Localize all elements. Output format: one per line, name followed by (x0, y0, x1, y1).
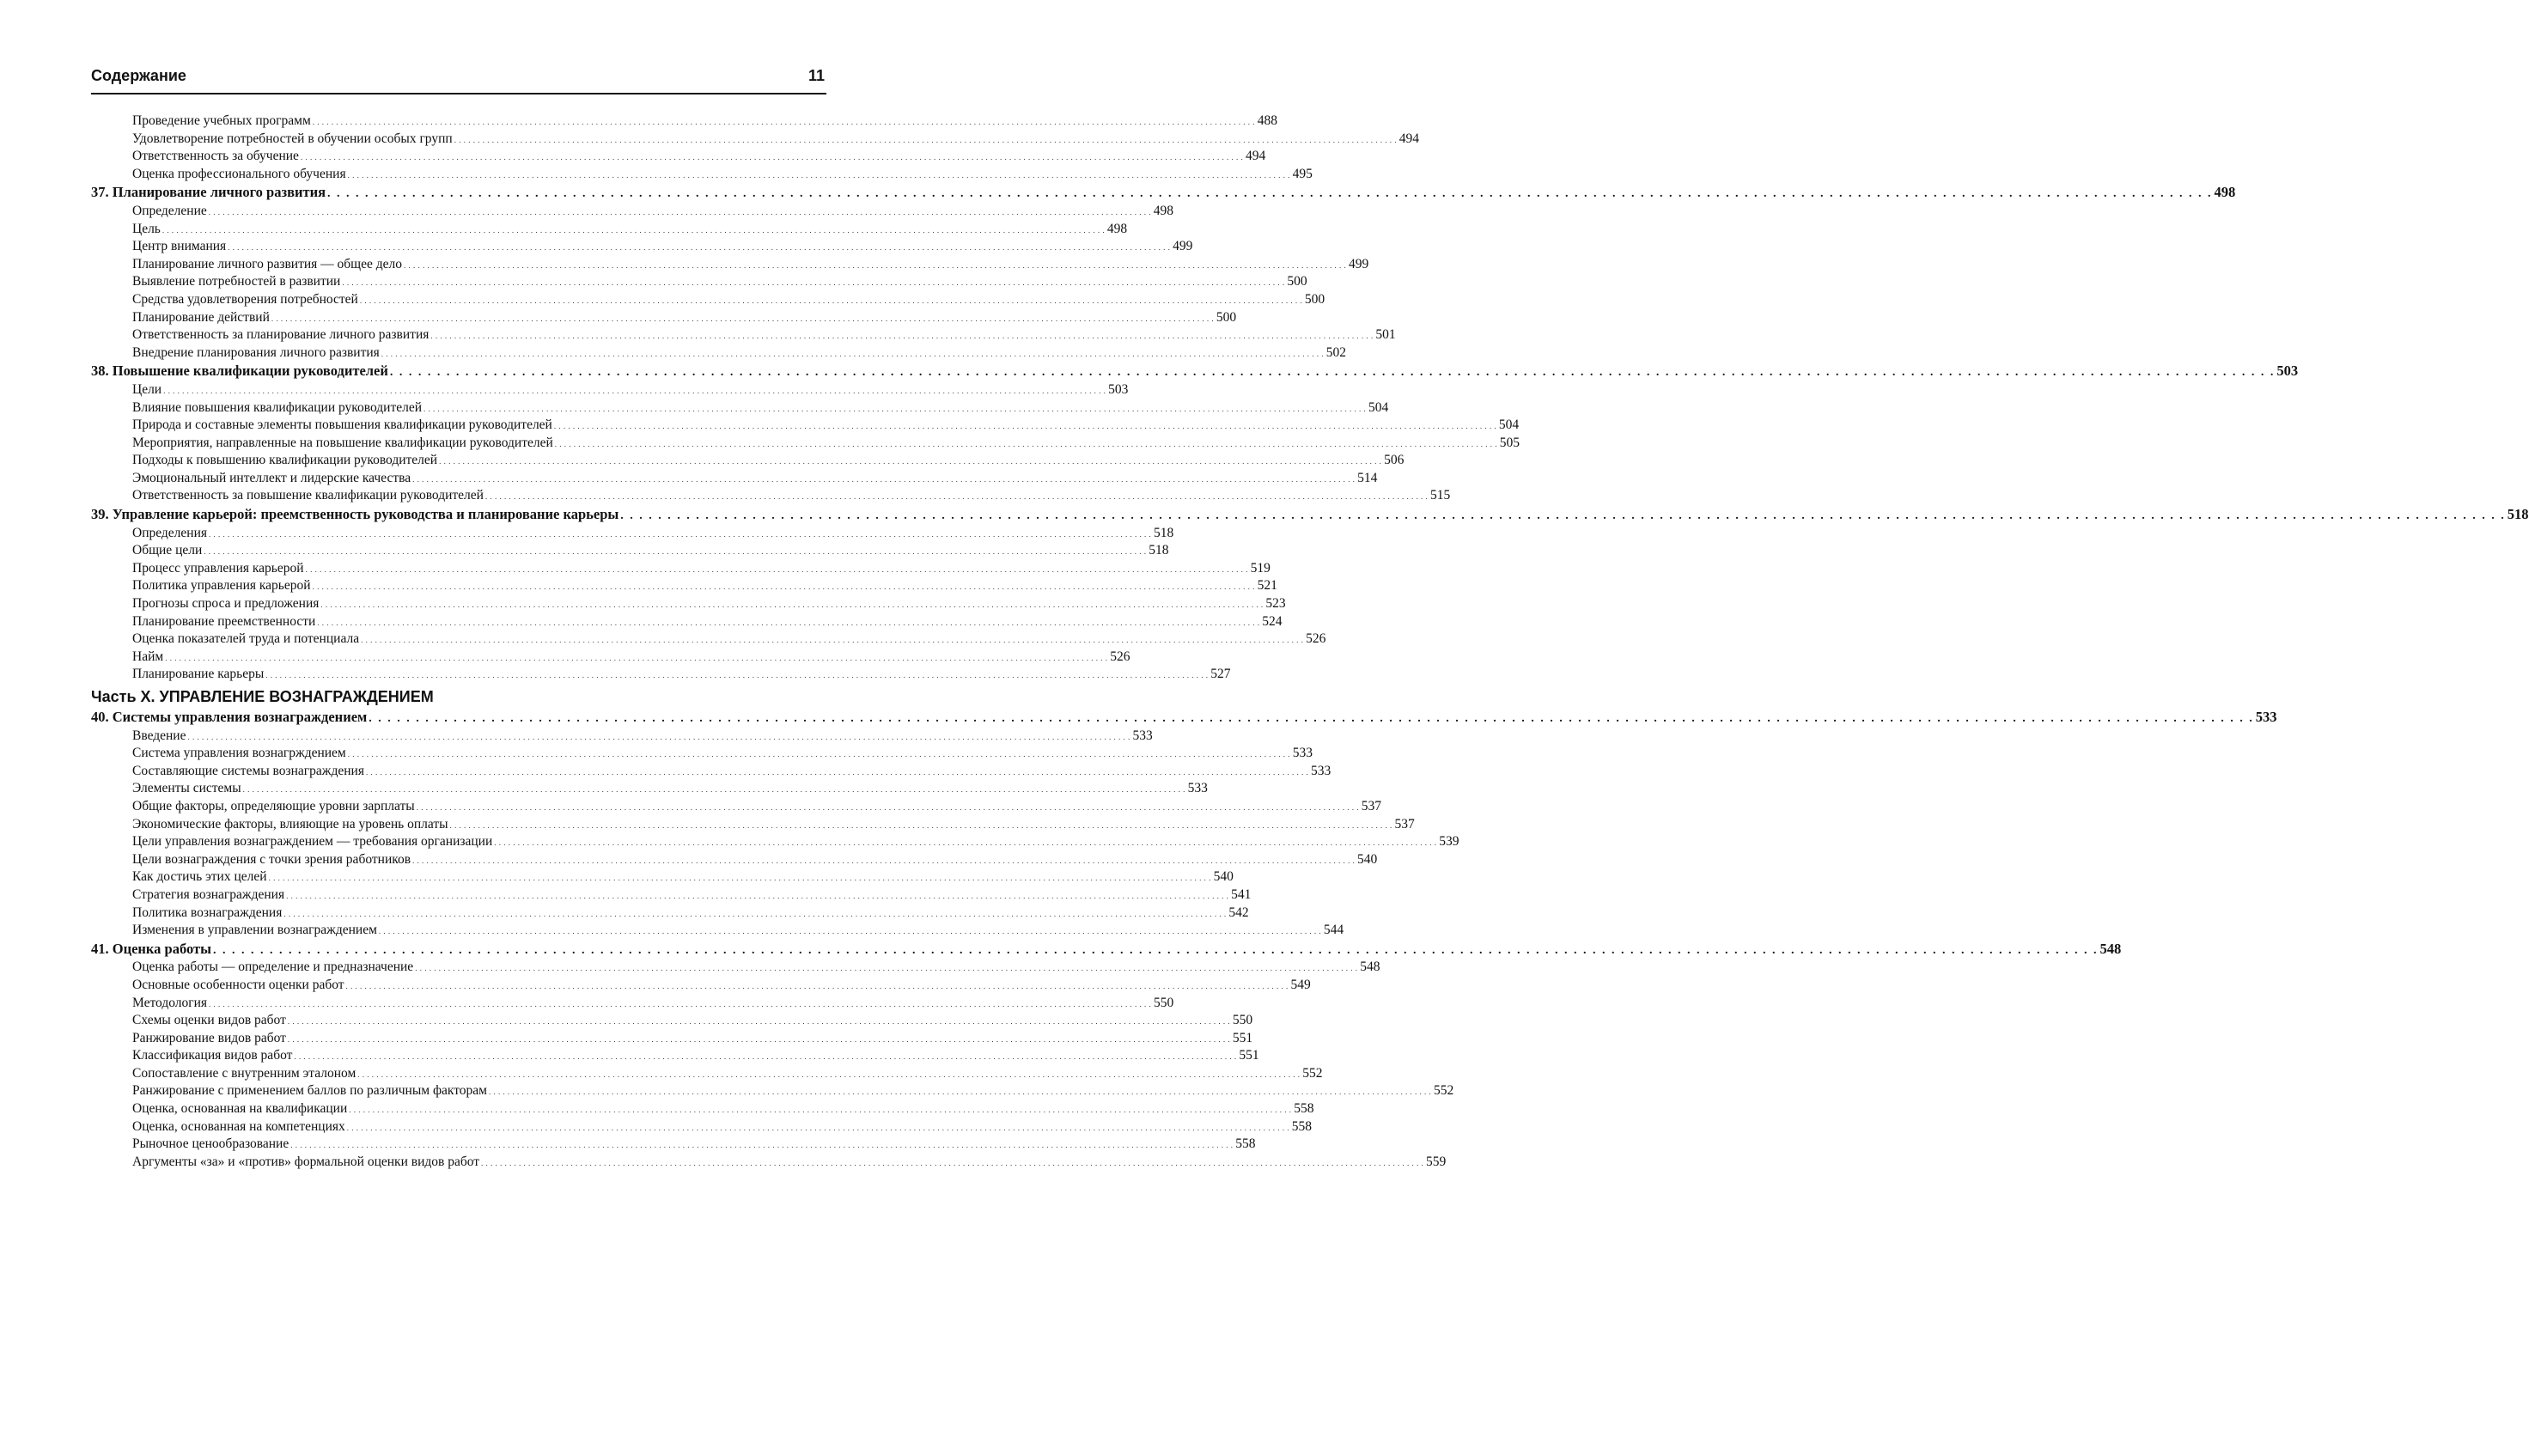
page-number: 524 (1262, 613, 1283, 629)
entry-title: Определения (132, 525, 208, 540)
entry-title: Подходы к повышению квалификации руководителей (132, 453, 438, 468)
toc-entry-row (91, 728, 1153, 746)
toc-entry-row (91, 780, 1208, 798)
dot-leader: . . . . . . . . . . . . . . . . . . . . . . . . . . . . . . . . . . . . . . . . . . . . . . . . . . . . . . . . . . . . . . . . . . . . . . . . . . . . . . . . . . . . . . . . . . . . . . . . . . . . . . . . . . . . . . . . . . . . . . . . . . . . . . . . . . . . . . . . . . . . . . . . . . . . . . . . . . . . . . . . . . . . . . . . . . . . . . . . . . . . . . . . . . . . . . . . . . . . . . . . (449, 820, 1392, 830)
toc-entry-row (91, 326, 1396, 344)
toc-entry-row (91, 470, 1378, 488)
running-header (91, 67, 826, 94)
dot-leader: . . . . . . . . . . . . . . . . . . . . . . . . . . . . . . . . . . . . . . . . . . . . . . . . . . . . . . . . . . . . . . . . . . . . . . . . . . . . . . . . . . . . . . . . . . . . . . . . . . . . . . . . . . . . . . . . . . . . . . . . . . . . . . . . . . . . . . . . . . . . . . . . . . . . . . . . . . . . . . . . . . . . . . . . . . . . . . . . . . . . . . . . . . . . . . . . . . . . . . . . (286, 891, 1229, 900)
page-number: 518 (1149, 543, 1169, 558)
page-number: 533 (1187, 781, 1208, 796)
page-number: 550 (1232, 1013, 1253, 1028)
dot-leader: . . . . . . . . . . . . . . . . . . . . . . . . . . . . . . . . . . . . . . . . . . . . . . . . . . . . . . . . . . . . . . . . . . . . . . . . . . . . . . . . . . . . . . . . . . . . . . . . . . . . . . . . . . . . . . . . . . . . . . . . . . . . . . . . . . . . . . . . . . . . . . . . . . . . . . . . . . . . . . . . . . . . . . . . . . . . . . . . . . . . . . . . . . . . . . . . . . . . . . . . (381, 349, 1325, 358)
page-number: 541 (1231, 886, 1252, 902)
toc-entry-row (91, 613, 1283, 631)
page-number: 527 (1210, 667, 1231, 682)
page-number: 544 (1323, 923, 1344, 938)
toc-entry-row (91, 256, 1369, 274)
toc-entry-row (91, 344, 1347, 362)
entry-title: Политика вознаграждения (132, 905, 283, 920)
dot-leader: . . . . . . . . . . . . . . . . . . . . . . . . . . . . . . . . . . . . . . . . . . . . . . . . . . . . . . . . . . . . . . . . . . . . . . . . . . . . . . . . . . . . . . . . . . . . . . . . . . . . . . . . . . . . . . . . . . . . . . . . . . . . . . . . . . . . . . . . . . . . . . . . . . . . . . . . . . . . . . . . . . . . . . . . . . . . . . . . . . . . . . . . . . . . . . . . . . . . . . . . (488, 1087, 1432, 1097)
page-number: 504 (1368, 399, 1389, 415)
dot-leader: . . . . . . . . . . . . . . . . . . . . . . . . . . . . . . . . . . . . . . . . . . . . . . . . . . . . . . . . . . . . . . . . . . . . . . . . . . . . . . . . . . . . . . . . . . . . . . . . . . . . . . . . . . . . . . . . . . . . . . . . . . . . . . . . . . . . . . . . . . . . . . . . . . . . . . . . . . . . . . . . . . . . . . . . . . . . . . . . . . . . . . . . . . . . . . . . . . . . . . . . (209, 999, 1152, 1008)
table-of-contents (91, 113, 2529, 1171)
toc-entry-row (91, 203, 1174, 221)
page-number: 494 (1245, 149, 1266, 164)
toc-entry-row (91, 868, 1234, 886)
entry-title: Найм (132, 649, 164, 664)
entry-title: Эмоциональный интеллект и лидерские качества (132, 470, 411, 485)
toc-chapter-row (91, 362, 2299, 381)
entry-title: Цель (132, 221, 161, 236)
page-number: 515 (1429, 488, 1451, 503)
toc-entry-row (91, 833, 1460, 851)
page-number: 505 (1499, 435, 1520, 450)
toc-entry-row (91, 763, 1332, 781)
page-number: 558 (1294, 1101, 1314, 1117)
entry-title: Природа и составные элементы повышения квалификации руководителей (132, 417, 552, 433)
toc-entry-row (91, 905, 1249, 923)
header-title: Содержание (91, 67, 186, 84)
page-number: 501 (1375, 327, 1396, 343)
entry-title: Ответственность за планирование личного развития (132, 327, 430, 343)
page-number: 542 (1228, 905, 1249, 920)
dot-leader: . . . . . . . . . . . . . . . . . . . . . . . . . . . . . . . . . . . . . . . . . . . . . . . . . . . . . . . . . . . . . . . . . . . . . . . . . . . . . . . . . . . . . . . . . . . . . . . . . . . . . . . . . . . . . . . . . . . . . . . . . . . . . . . . . . . . . . . . . . . . . . . . . . . . . . . . . . . . . . . . . . . . . . . . . . . . . . . . . . . . . . . . . . . . . . . . . . . . . . . . (554, 439, 1498, 448)
entry-title: Экономические факторы, влияющие на уровень оплаты (132, 816, 448, 832)
page-number: 506 (1384, 453, 1405, 468)
toc-entry-row (91, 399, 1389, 417)
entry-title: Элементы системы (132, 781, 241, 796)
dot-leader: . . . . . . . . . . . . . . . . . . . . . . . . . . . . . . . . . . . . . . . . . . . . . . . . . . . . . . . . . . . . . . . . . . . . . . . . . . . . . . . . . . . . . . . . . . . . . . . . . . . . . . . . . . . . . . . . . . . . . . . . . . . . . . . . . . . . . . . . . . . . . . . . . . . . . . . . . . . . . . . . . . . . . . . . . . . . . . . . . . . . . . . . . . . . . . . . . . . . . . . . (161, 225, 1106, 235)
entry-title: Прогнозы спроса и предложения (132, 596, 320, 612)
dot-leader: . . . . . . . . . . . . . . . . . . . . . . . . . . . . . . . . . . . . . . . . . . . . . . . . . . . . . . . . . . . . . . . . . . . . . . . . . . . . . . . . . . . . . . . . . . . . . . . . . . . . . . . . . . . . . . . . . . . . . . . . . . . . . . . . . . . . . . . . . . . . . . . . . . . . . . . . . . . . . . . . . . . . . . . . . . . . . . . . . . . . . . . . . . . . . . . . . . . . . . . . (300, 153, 1244, 162)
dot-leader: . . . . . . . . . . . . . . . . . . . . . . . . . . . . . . . . . . . . . . . . . . . . . . . . . . . . . . . . . . . . . . . . . . . . . . . . . . . . . . . . . . . . . . . . . . . . . . . . . . . . . . . . . . . . . . . . . . . . . . . . . . . . . . . . . . . . . . . . . . . . . . . . . . . . . . . . . . . . . . . . . . . . . . . . . . . . . . . . . . . . . . . . . . . . . . . . . . . . . . . . (265, 671, 1209, 680)
dot-leader: . . . . . . . . . . . . . . . . . . . . . . . . . . . . . . . . . . . . . . . . . . . . . . . . . . . . . . . . . . . . . . . . . . . . . . . . . . . . . . . . . . . . . . . . . . . . . . . . . . . . . . . . . . . . . . . . . . . . . . . . . . . . . . . . . . . . . . . . . . . . . . . . . . . . . . . . . . . . . . . . . . . . . . . . . . . . . . . . . . . . . . . . . . . . . . . . . . . . . . . . (403, 260, 1347, 270)
entry-title: Ранжирование видов работ (132, 1030, 286, 1045)
entry-title: Процесс управления карьерой (132, 560, 304, 576)
toc-entry-row (91, 1136, 1256, 1154)
dot-leader: . . . . . . . . . . . . . . . . . . . . . . . . . . . . . . . . . . . . . . . . . . . . . . . . . . . . . . . . . . . . . . . . . . . . . . . . . . . . . . . . . . . . . . . . . . . . . . . . . . . . . . . . . . . . . . . . . . . . . . . . . . . . . . . . . . . . . . . . . . . . . . . . . . . . . . . . . . . . . . . . . . . . . . . . . . . . . . . . . . . . . . . . . . . . . . . . . . . . . . . . (346, 1123, 1290, 1132)
dot-leader: . . . . . . . . . . . . . . . . . . . . . . . . . . . . . . . . . . . . . . . . . . . . . . . . . . . . . . . . . . . . . . . . . . . . . . . . . . . . . . . . . . . . . . . . . . . . . . . . . . . . . . . . . . . . . . . . . . . . . . . . . . . . . . . . . . . . . . . . . . . . . . . . . . . . . . . . . . . . . . . . . . . . . . . . . . . . . . . . . . . . . . . . . . . . . . . . . . . . . . . . (454, 135, 1397, 144)
toc-entry-row (91, 221, 1128, 239)
toc-entry-row (91, 560, 1271, 578)
dot-leader: . . . . . . . . . . . . . . . . . . . . . . . . . . . . . . . . . . . . . . . . . . . . . . . . . . . . . . . . . . . . . . . . . . . . . . . . . . . . . . . . . . . . . . . . . . . . . . . . . . . . . . . . . . . . . . . . . . . . . . . . . . . . . . . . . . . . . . . . . . . . . . . . . . . . . . . . . . . . . . . . . . . . . . . . . . . . . . . . . . . . . . . . . . . . . . . . . . . . . . . . (378, 927, 1322, 936)
page-number: 498 (2214, 184, 2236, 201)
entry-title: Основные особенности оценки работ (132, 977, 344, 992)
dot-leader: . . . . . . . . . . . . . . . . . . . . . . . . . . . . . . . . . . . . . . . . . . . . . . . . . . . . . . . . . . . . . . . . . . . . . . . . . . . . . . . . . . . . . . . . . . . . . . . . . . . . . . . . . . . . . . . . . . . . . . . . . . . . . . . . . . . . . . . . . . . . . . . . . . . . . . . . . . . . . . . . . . . . . . . . . . . . . . . . . . . . . . . . . . . . . . . . . . . . . . . . (415, 964, 1358, 973)
page-number: 499 (1173, 239, 1193, 254)
toc-entry-row (91, 542, 1169, 560)
toc-entry-row (91, 417, 1520, 435)
page-number: 552 (1302, 1065, 1323, 1081)
toc-entry-row (91, 1100, 1314, 1118)
page-number: 526 (1306, 631, 1326, 647)
page-number: 498 (1153, 203, 1174, 218)
toc-entry-row (91, 1065, 1323, 1083)
dot-leader: . . . . . . . . . . . . . . . . . . . . . . . . . . . . . . . . . . . . . . . . . . . . . . . . . . . . . . . . . . . . . . . . . . . . . . . . . . . . . . . . . . . . . . . . . . . . . . . . . . . . . . . . . . . . . . . . . . . . . . . . . . . . . . . . . . . . . . . . . . . . . . . . . . . . . . . . . . . . . . . . . . . . . . . . . . . . . . . . . . . . . . . . . . . . . . . . . . . . . . . . (287, 1034, 1231, 1044)
dot-leader: . . . . . . . . . . . . . . . . . . . . . . . . . . . . . . . . . . . . . . . . . . . . . . . . . . . . . . . . . . . . . . . . . . . . . . . . . . . . . . . . . . . . . . . . . . . . . . . . . . . . . . . . . . . . . . . . . . . . . . . . . . . . . . . . . . . . . . . . . . . . . . . . . . . . . . . . . . . . . . . . . . . . . . . . . . . . . . . . . . . . . . . . . . . . . . . . . . . . . . . . (305, 564, 1248, 574)
page-number: 551 (1239, 1048, 1259, 1063)
toc-chapter-row (91, 708, 2277, 728)
entry-title: Изменения в управлении вознаграждением (132, 923, 377, 938)
page-number: 503 (1108, 381, 1129, 397)
toc-entry-row (91, 577, 1277, 595)
dot-leader: . . . . . . . . . . . . . . . . . . . . . . . . . . . . . . . . . . . . . . . . . . . . . . . . . . . . . . . . . . . . . . . . . . . . . . . . . . . . . . . . . . . . . . . . . . . . . . . . . . . . . . . . . . . . . . . . . . . . . . . . . . . . . . . . . . . . . . . . . . . . . . . . . . . . . . . . . . . . . . . . . . . . . . . . . . . . . . . . . . . . . . . . . . . . . . . . . . . . . . . . (424, 404, 1367, 413)
page-number: 558 (1235, 1136, 1256, 1152)
entry-title: Введение (132, 728, 186, 743)
dot-leader: . . . . . . . . . . . . . . . . . . . . . . . . . . . . . . . . . . . . . . . . . . . . . . . . . . . . . . . . . . . . . . . . . . . . . . . . . . . . . . . . . . . . . . . . . . . . . . . . . . . . . . . . . . . . . . . . . . . . . . . . . . . . . . . . . . . . . . . . . . . . . . . . . . . . . . . . . . . . . . . . . . . . . . . . . . . . . . . . . . . . . . . . . . . . . . . . . . . . . . . . (327, 187, 2213, 201)
page-number: 533 (2255, 709, 2277, 725)
chapter-title: 40. Системы управления вознаграждением (91, 709, 368, 725)
dot-leader: . . . . . . . . . . . . . . . . . . . . . . . . . . . . . . . . . . . . . . . . . . . . . . . . . . . . . . . . . . . . . . . . . . . . . . . . . . . . . . . . . . . . . . . . . . . . . . . . . . . . . . . . . . . . . . . . . . . . . . . . . . . . . . . . . . . . . . . . . . . . . . . . . . . . . . . . . . . . . . . . . . . . . . . . . . . . . . . . . . . . . . . . . . . . . . . . . . . . . . . . (204, 547, 1147, 557)
page-number: 537 (1394, 816, 1415, 832)
part-heading: Часть X. УПРАВЛЕНИЕ ВОЗНАГРАЖДЕНИЕМ (91, 688, 434, 705)
page-number: 499 (1348, 256, 1369, 271)
page-number: 523 (1265, 596, 1286, 612)
entry-title: Оценка, основанная на компетенциях (132, 1118, 345, 1134)
page-number: 552 (1433, 1083, 1454, 1099)
dot-leader: . . . . . . . . . . . . . . . . . . . . . . . . . . . . . . . . . . . . . . . . . . . . . . . . . . . . . . . . . . . . . . . . . . . . . . . . . . . . . . . . . . . . . . . . . . . . . . . . . . . . . . . . . . . . . . . . . . . . . . . . . . . . . . . . . . . . . . . . . . . . . . . . . . . . . . . . . . . . . . . . . . . . . . . . . . . . . . . . . . . . . . . . . . . . . . . . . . . . . . . . (361, 636, 1304, 645)
toc-entry-row (91, 851, 1378, 869)
dot-leader: . . . . . . . . . . . . . . . . . . . . . . . . . . . . . . . . . . . . . . . . . . . . . . . . . . . . . . . . . . . . . . . . . . . . . . . . . . . . . . . . . . . . . . . . . . . . . . . . . . . . . . . . . . . . . . . . . . . . . . . . . . . . . . . . . . . . . . . . . . . . . . . . . . . . . . . . . . . . . . . . . . . . . . . . . . . . . . . . . . . . . . . . . . . . . . . . . . . . . . . . (320, 600, 1264, 610)
page-number: 537 (1361, 798, 1381, 813)
entry-title: Оценка показателей труда и потенциала (132, 631, 360, 647)
entry-title: Оценка работы — определение и предназначение (132, 959, 414, 975)
entry-title: Методология (132, 995, 208, 1010)
dot-leader: . . . . . . . . . . . . . . . . . . . . . . . . . . . . . . . . . . . . . . . . . . . . . . . . . . . . . . . . . . . . . . . . . . . . . . . . . . . . . . . . . . . . . . . . . . . . . . . . . . . . . . . . . . . . . . . . . . . . . . . . . . . . . . . . . . . . . . . . . . . . . . . . . . . . . . . . . . . . . . . . . . . . . . . . . . . . . . . . . . . . . . . . . . . . . . . . . . . . . . . . (163, 386, 1106, 395)
entry-title: Сопоставление с внутренним эталоном (132, 1065, 356, 1081)
dot-leader: . . . . . . . . . . . . . . . . . . . . . . . . . . . . . . . . . . . . . . . . . . . . . . . . . . . . . . . . . . . . . . . . . . . . . . . . . . . . . . . . . . . . . . . . . . . . . . . . . . . . . . . . . . . . . . . . . . . . . . . . . . . . . . . . . . . . . . . . . . . . . . . . . . . . . . . . . . . . . . . . . . . . . . . . . . . . . . . . . . . . . . . . . . . . . . . . . . . . . . . . (366, 767, 1309, 777)
dot-leader: . . . . . . . . . . . . . . . . . . . . . . . . . . . . . . . . . . . . . . . . . . . . . . . . . . . . . . . . . . . . . . . . . . . . . . . . . . . . . . . . . . . . . . . . . . . . . . . . . . . . . . . . . . . . . . . . . . . . . . . . . . . . . . . . . . . . . . . . . . . . . . . . . . . . . . . . . . . . . . . . . . . . . . . . . . . . . . . . . . . . . . . . . . . . . . . . . . . . . . . . (357, 1069, 1301, 1079)
toc-entry-row (91, 816, 1415, 834)
toc-chapter-row (91, 183, 2236, 203)
dot-leader: . . . . . . . . . . . . . . . . . . . . . . . . . . . . . . . . . . . . . . . . . . . . . . . . . . . . . . . . . . . . . . . . . . . . . . . . . . . . . . . . . . . . . . . . . . . . . . . . . . . . . . . . . . . . . . . . . . . . . . . . . . . . . . . . . . . . . . . . . . . . . . . . . . . . . . . . . . . . . . . . . . . . . . . . . . . . . . . . . . . . . . . . . . . . . . . . . . . . . . . . (345, 981, 1289, 990)
page-number: 526 (1110, 649, 1130, 664)
dot-leader: . . . . . . . . . . . . . . . . . . . . . . . . . . . . . . . . . . . . . . . . . . . . . . . . . . . . . . . . . . . . . . . . . . . . . . . . . . . . . . . . . . . . . . . . . . . . . . . . . . . . . . . . . . . . . . . . . . . . . . . . . . . . . . . . . . . . . . . . . . . . . . . . . . . . . . . . . . . . . . . . . . . . . . . . . . . . . . . . . . . . . . . . . . . . . . . . . . . . . . . . (359, 295, 1303, 305)
page-number: 548 (1360, 959, 1380, 975)
toc-entry-row (91, 595, 1286, 613)
page-number: 503 (2276, 362, 2299, 380)
toc-entry-row (91, 886, 1252, 905)
entry-title: Оценка, основанная на квалификации (132, 1101, 348, 1117)
entry-title: Ответственность за повышение квалификации руководителей (132, 488, 484, 503)
entry-title: Цели управления вознаграждением — требования организации (132, 834, 493, 850)
dot-leader: . . . . . . . . . . . . . . . . . . . . . . . . . . . . . . . . . . . . . . . . . . . . . . . . . . . . . . . . . . . . . . . . . . . . . . . . . . . . . . . . . . . . . . . . . . . . . . . . . . . . . . . . . . . . . . . . . . . . . . . . . . . . . . . . . . . . . . . . . . . . . . . . . . . . . . . . . . . . . . . . . . . . . . . . . . . . . . . . . . . . . . . . . . . . . . . . . . . . . . . . (620, 509, 2506, 523)
dot-leader: . . . . . . . . . . . . . . . . . . . . . . . . . . . . . . . . . . . . . . . . . . . . . . . . . . . . . . . . . . . . . . . . . . . . . . . . . . . . . . . . . . . . . . . . . . . . . . . . . . . . . . . . . . . . . . . . . . . . . . . . . . . . . . . . . . . . . . . . . . . . . . . . . . . . . . . . . . . . . . . . . . . . . . . . . . . . . . . . . . . . . . . . . . . . . . . . . . . . . . . . (439, 457, 1382, 466)
dot-leader: . . . . . . . . . . . . . . . . . . . . . . . . . . . . . . . . . . . . . . . . . . . . . . . . . . . . . . . . . . . . . . . . . . . . . . . . . . . . . . . . . . . . . . . . . . . . . . . . . . . . . . . . . . . . . . . . . . . . . . . . . . . . . . . . . . . . . . . . . . . . . . . . . . . . . . . . . . . . . . . . . . . . . . . . . . . . . . . . . . . . . . . . . . . . . . . . . . . . . . . . (494, 838, 1437, 848)
dot-leader: . . . . . . . . . . . . . . . . . . . . . . . . . . . . . . . . . . . . . . . . . . . . . . . . . . . . . . . . . . . . . . . . . . . . . . . . . . . . . . . . . . . . . . . . . . . . . . . . . . . . . . . . . . . . . . . . . . . . . . . . . . . . . . . . . . . . . . . . . . . . . . . . . . . . . . . . . . . . . . . . . . . . . . . . . . . . . . . . . . . . . . . . . . . . . . . . . . . . . . . . (290, 1141, 1234, 1150)
page-number: 549 (1290, 977, 1311, 992)
page-number: 539 (1439, 834, 1460, 850)
dot-leader: . . . . . . . . . . . . . . . . . . . . . . . . . . . . . . . . . . . . . . . . . . . . . . . . . . . . . . . . . . . . . . . . . . . . . . . . . . . . . . . . . . . . . . . . . . . . . . . . . . . . . . . . . . . . . . . . . . . . . . . . . . . . . . . . . . . . . . . . . . . . . . . . . . . . . . . . . . . . . . . . . . . . . . . . . . . . . . . . . . . . . . . . . . . . . . . . . . . . . . . . (187, 732, 1130, 741)
toc-entry-row (91, 666, 1231, 684)
dot-leader: . . . . . . . . . . . . . . . . . . . . . . . . . . . . . . . . . . . . . . . . . . . . . . . . . . . . . . . . . . . . . . . . . . . . . . . . . . . . . . . . . . . . . . . . . . . . . . . . . . . . . . . . . . . . . . . . . . . . . . . . . . . . . . . . . . . . . . . . . . . . . . . . . . . . . . . . . . . . . . . . . . . . . . . . . . . . . . . . . . . . . . . . . . . . . . . . . . . . . . . . (484, 492, 1429, 502)
chapter-title: 38. Повышение квалификации руководителей (91, 362, 388, 380)
dot-leader: . . . . . . . . . . . . . . . . . . . . . . . . . . . . . . . . . . . . . . . . . . . . . . . . . . . . . . . . . . . . . . . . . . . . . . . . . . . . . . . . . . . . . . . . . . . . . . . . . . . . . . . . . . . . . . . . . . . . . . . . . . . . . . . . . . . . . . . . . . . . . . . . . . . . . . . . . . . . . . . . . . . . . . . . . . . . . . . . . . . . . . . . . . . . . . . . . . . . . . . . (389, 366, 2276, 380)
dot-leader: . . . . . . . . . . . . . . . . . . . . . . . . . . . . . . . . . . . . . . . . . . . . . . . . . . . . . . . . . . . . . . . . . . . . . . . . . . . . . . . . . . . . . . . . . . . . . . . . . . . . . . . . . . . . . . . . . . . . . . . . . . . . . . . . . . . . . . . . . . . . . . . . . . . . . . . . . . . . . . . . . . . . . . . . . . . . . . . . . . . . . . . . . . . . . . . . . . . . . . . . (347, 170, 1290, 180)
page-number: 518 (2507, 506, 2529, 523)
page-number: 498 (1106, 221, 1128, 236)
dot-leader: . . . . . . . . . . . . . . . . . . . . . . . . . . . . . . . . . . . . . . . . . . . . . . . . . . . . . . . . . . . . . . . . . . . . . . . . . . . . . . . . . . . . . . . . . . . . . . . . . . . . . . . . . . . . . . . . . . . . . . . . . . . . . . . . . . . . . . . . . . . . . . . . . . . . . . . . . . . . . . . . . . . . . . . . . . . . . . . . . . . . . . . . . . . . . . . . . . . . . . . . (268, 874, 1211, 883)
header-page-number: 11 (807, 67, 825, 84)
toc-entry-row (91, 238, 1193, 256)
entry-title: Как достичь этих целей (132, 869, 267, 885)
dot-leader: . . . . . . . . . . . . . . . . . . . . . . . . . . . . . . . . . . . . . . . . . . . . . . . . . . . . . . . . . . . . . . . . . . . . . . . . . . . . . . . . . . . . . . . . . . . . . . . . . . . . . . . . . . . . . . . . . . . . . . . . . . . . . . . . . . . . . . . . . . . . . . . . . . . . . . . . . . . . . . . . . . . . . . . . . . . . . . . . . . . . . . . . . . . . . . . . . . . . . . . . (312, 582, 1255, 592)
page-number: 518 (1154, 525, 1174, 540)
entry-title: Оценка профессионального обучения (132, 166, 346, 181)
page-number: 500 (1216, 309, 1237, 325)
toc-entry-row (91, 525, 1174, 543)
toc-entry-row (91, 922, 1344, 940)
entry-title: Удовлетворение потребностей в обучении особых групп (132, 131, 453, 146)
entry-title: Составляющие системы вознаграждения (132, 763, 364, 778)
toc-entry-row (91, 959, 1380, 977)
entry-title: Планирование действий (132, 309, 270, 325)
entry-title: Классификация видов работ (132, 1048, 293, 1063)
entry-title: Планирование личного развития — общее дело (132, 256, 402, 271)
page-number: 548 (2099, 940, 2122, 957)
toc-entry-row (91, 166, 1313, 184)
page-number: 533 (1292, 746, 1313, 761)
toc-entry-row (91, 977, 1311, 995)
entry-title: Схемы оценки видов работ (132, 1013, 286, 1028)
dot-leader: . . . . . . . . . . . . . . . . . . . . . . . . . . . . . . . . . . . . . . . . . . . . . . . . . . . . . . . . . . . . . . . . . . . . . . . . . . . . . . . . . . . . . . . . . . . . . . . . . . . . . . . . . . . . . . . . . . . . . . . . . . . . . . . . . . . . . . . . . . . . . . . . . . . . . . . . . . . . . . . . . . . . . . . . . . . . . . . . . . . . . . . . . . . . . . . . . . . . . . . . (271, 314, 1215, 323)
entry-title: Рыночное ценообразование (132, 1136, 289, 1152)
page-number: 521 (1257, 578, 1277, 594)
dot-leader: . . . . . . . . . . . . . . . . . . . . . . . . . . . . . . . . . . . . . . . . . . . . . . . . . . . . . . . . . . . . . . . . . . . . . . . . . . . . . . . . . . . . . . . . . . . . . . . . . . . . . . . . . . . . . . . . . . . . . . . . . . . . . . . . . . . . . . . . . . . . . . . . . . . . . . . . . . . . . . . . . . . . . . . . . . . . . . . . . . . . . . . . . . . . . . . . . . . . . . . . (209, 529, 1152, 539)
toc-entry-row (91, 487, 1451, 505)
chapter-title: 41. Оценка работы (91, 940, 212, 957)
page-number: 558 (1291, 1118, 1313, 1134)
dot-leader: . . . . . . . . . . . . . . . . . . . . . . . . . . . . . . . . . . . . . . . . . . . . . . . . . . . . . . . . . . . . . . . . . . . . . . . . . . . . . . . . . . . . . . . . . . . . . . . . . . . . . . . . . . . . . . . . . . . . . . . . . . . . . . . . . . . . . . . . . . . . . . . . . . . . . . . . . . . . . . . . . . . . . . . . . . . . . . . . . . . . . . . . . . . . . . . . . . . . . . . . (213, 943, 2099, 957)
toc-entry-row (91, 131, 1419, 149)
toc-entry-row (91, 1082, 1454, 1100)
toc-entry-row (91, 309, 1237, 327)
page-number: 495 (1292, 166, 1313, 181)
dot-leader: . . . . . . . . . . . . . . . . . . . . . . . . . . . . . . . . . . . . . . . . . . . . . . . . . . . . . . . . . . . . . . . . . . . . . . . . . . . . . . . . . . . . . . . . . . . . . . . . . . . . . . . . . . . . . . . . . . . . . . . . . . . . . . . . . . . . . . . . . . . . . . . . . . . . . . . . . . . . . . . . . . . . . . . . . . . . . . . . . . . . . . . . . . . . . . . . . . . . . . . . (208, 207, 1152, 216)
dot-leader: . . . . . . . . . . . . . . . . . . . . . . . . . . . . . . . . . . . . . . . . . . . . . . . . . . . . . . . . . . . . . . . . . . . . . . . . . . . . . . . . . . . . . . . . . . . . . . . . . . . . . . . . . . . . . . . . . . . . . . . . . . . . . . . . . . . . . . . . . . . . . . . . . . . . . . . . . . . . . . . . . . . . . . . . . . . . . . . . . . . . . . . . . . . . . . . . . . . . . . . . (349, 1106, 1292, 1115)
toc-entry-row (91, 435, 1520, 453)
toc-entry-row (91, 1030, 1253, 1048)
toc-chapter-row (91, 940, 2122, 959)
entry-title: Аргументы «за» и «против» формальной оценки видов работ (132, 1154, 480, 1169)
dot-leader: . . . . . . . . . . . . . . . . . . . . . . . . . . . . . . . . . . . . . . . . . . . . . . . . . . . . . . . . . . . . . . . . . . . . . . . . . . . . . . . . . . . . . . . . . . . . . . . . . . . . . . . . . . . . . . . . . . . . . . . . . . . . . . . . . . . . . . . . . . . . . . . . . . . . . . . . . . . . . . . . . . . . . . . . . . . . . . . . . . . . . . . . . . . . . . . . . . . . . . . . (312, 118, 1256, 126)
page-number: 500 (1304, 291, 1325, 307)
entry-title: Выявление потребностей в развитии (132, 274, 341, 289)
page-number: 500 (1287, 274, 1307, 289)
chapter-title: 39. Управление карьерой: преемственность руководства и планирование карьеры (91, 506, 619, 523)
entry-title: Влияние повышения квалификации руководителей (132, 399, 423, 415)
entry-title: Внедрение планирования личного развития (132, 344, 380, 360)
dot-leader: . . . . . . . . . . . . . . . . . . . . . . . . . . . . . . . . . . . . . . . . . . . . . . . . . . . . . . . . . . . . . . . . . . . . . . . . . . . . . . . . . . . . . . . . . . . . . . . . . . . . . . . . . . . . . . . . . . . . . . . . . . . . . . . . . . . . . . . . . . . . . . . . . . . . . . . . . . . . . . . . . . . . . . . . . . . . . . . . . . . . . . . . . . . . . . . . . . . . . . . . (347, 750, 1290, 759)
page-number: 488 (1257, 113, 1278, 128)
page-number: 494 (1399, 131, 1419, 146)
toc-entry-row (91, 381, 1129, 399)
dot-leader: . . . . . . . . . . . . . . . . . . . . . . . . . . . . . . . . . . . . . . . . . . . . . . . . . . . . . . . . . . . . . . . . . . . . . . . . . . . . . . . . . . . . . . . . . . . . . . . . . . . . . . . . . . . . . . . . . . . . . . . . . . . . . . . . . . . . . . . . . . . . . . . . . . . . . . . . . . . . . . . . . . . . . . . . . . . . . . . . . . . . . . . . . . . . . . . . . . . . . . . . (287, 1017, 1231, 1027)
page-number: 502 (1325, 344, 1347, 360)
dot-leader: . . . . . . . . . . . . . . . . . . . . . . . . . . . . . . . . . . . . . . . . . . . . . . . . . . . . . . . . . . . . . . . . . . . . . . . . . . . . . . . . . . . . . . . . . . . . . . . . . . . . . . . . . . . . . . . . . . . . . . . . . . . . . . . . . . . . . . . . . . . . . . . . . . . . . . . . . . . . . . . . . . . . . . . . . . . . . . . . . . . . . . . . . . . . . . . . . . . . . . . . (430, 332, 1374, 341)
toc-entry-row (91, 273, 1307, 291)
dot-leader: . . . . . . . . . . . . . . . . . . . . . . . . . . . . . . . . . . . . . . . . . . . . . . . . . . . . . . . . . . . . . . . . . . . . . . . . . . . . . . . . . . . . . . . . . . . . . . . . . . . . . . . . . . . . . . . . . . . . . . . . . . . . . . . . . . . . . . . . . . . . . . . . . . . . . . . . . . . . . . . . . . . . . . . . . . . . . . . . . . . . . . . . . . . . . . . . . . . . . . . . (228, 243, 1171, 253)
toc-entry-row (91, 452, 1405, 470)
page-number: 540 (1357, 851, 1378, 867)
entry-title: Общие цели (132, 543, 203, 558)
entry-title: Определение (132, 203, 207, 218)
page-number: 514 (1357, 470, 1378, 485)
dot-leader: . . . . . . . . . . . . . . . . . . . . . . . . . . . . . . . . . . . . . . . . . . . . . . . . . . . . . . . . . . . . . . . . . . . . . . . . . . . . . . . . . . . . . . . . . . . . . . . . . . . . . . . . . . . . . . . . . . . . . . . . . . . . . . . . . . . . . . . . . . . . . . . . . . . . . . . . . . . . . . . . . . . . . . . . . . . . . . . . . . . . . . . . . . . . . . . . . . . . . . . . (283, 909, 1227, 918)
entry-title: Ответственность за обучение (132, 149, 299, 164)
page-number: 559 (1426, 1154, 1447, 1169)
dot-leader: . . . . . . . . . . . . . . . . . . . . . . . . . . . . . . . . . . . . . . . . . . . . . . . . . . . . . . . . . . . . . . . . . . . . . . . . . . . . . . . . . . . . . . . . . . . . . . . . . . . . . . . . . . . . . . . . . . . . . . . . . . . . . . . . . . . . . . . . . . . . . . . . . . . . . . . . . . . . . . . . . . . . . . . . . . . . . . . . . . . . . . . . . . . . . . . . . . . . . . . . (294, 1052, 1237, 1062)
dot-leader: . . . . . . . . . . . . . . . . . . . . . . . . . . . . . . . . . . . . . . . . . . . . . . . . . . . . . . . . . . . . . . . . . . . . . . . . . . . . . . . . . . . . . . . . . . . . . . . . . . . . . . . . . . . . . . . . . . . . . . . . . . . . . . . . . . . . . . . . . . . . . . . . . . . . . . . . . . . . . . . . . . . . . . . . . . . . . . . . . . . . . . . . . . . . . . . . . . . . . . . . (416, 802, 1359, 812)
dot-leader: . . . . . . . . . . . . . . . . . . . . . . . . . . . . . . . . . . . . . . . . . . . . . . . . . . . . . . . . . . . . . . . . . . . . . . . . . . . . . . . . . . . . . . . . . . . . . . . . . . . . . . . . . . . . . . . . . . . . . . . . . . . . . . . . . . . . . . . . . . . . . . . . . . . . . . . . . . . . . . . . . . . . . . . . . . . . . . . . . . . . . . . . . . . . . . . . . . . . . . . . (412, 474, 1356, 484)
entry-title: Проведение учебных программ (132, 113, 311, 128)
toc-entry-row (91, 745, 1313, 763)
page-number: 550 (1154, 995, 1174, 1010)
page-number: 504 (1498, 417, 1520, 433)
toc-entry-row (91, 113, 1278, 131)
toc-entry-row (91, 1012, 1253, 1030)
entry-title: Центр внимания (132, 239, 227, 254)
entry-title: Политика управления карьерой (132, 578, 311, 594)
toc-entry-row (91, 1047, 1259, 1065)
toc-entry-row (91, 798, 1381, 816)
entry-title: Планирование преемственности (132, 613, 316, 629)
toc-entry-row (91, 1118, 1313, 1136)
dot-leader: . . . . . . . . . . . . . . . . . . . . . . . . . . . . . . . . . . . . . . . . . . . . . . . . . . . . . . . . . . . . . . . . . . . . . . . . . . . . . . . . . . . . . . . . . . . . . . . . . . . . . . . . . . . . . . . . . . . . . . . . . . . . . . . . . . . . . . . . . . . . . . . . . . . . . . . . . . . . . . . . . . . . . . . . . . . . . . . . . . . . . . . . . . . . . . . . . . . . . . . . (553, 422, 1497, 431)
page-number: 533 (1132, 728, 1153, 743)
toc-chapter-row (91, 505, 2529, 525)
entry-title: Общие факторы, определяющие уровни зарплаты (132, 798, 415, 813)
entry-title: Мероприятия, направленные на повышение квалификации руководителей (132, 435, 553, 450)
entry-title: Планирование карьеры (132, 667, 265, 682)
dot-leader: . . . . . . . . . . . . . . . . . . . . . . . . . . . . . . . . . . . . . . . . . . . . . . . . . . . . . . . . . . . . . . . . . . . . . . . . . . . . . . . . . . . . . . . . . . . . . . . . . . . . . . . . . . . . . . . . . . . . . . . . . . . . . . . . . . . . . . . . . . . . . . . . . . . . . . . . . . . . . . . . . . . . . . . . . . . . . . . . . . . . . . . . . . . . . . . . . . . . . . . . (412, 856, 1356, 865)
page-number: 540 (1213, 869, 1234, 885)
entry-title: Система управления вознагрждением (132, 746, 346, 761)
chapter-title: 37. Планирование личного развития (91, 184, 326, 201)
dot-leader: . . . . . . . . . . . . . . . . . . . . . . . . . . . . . . . . . . . . . . . . . . . . . . . . . . . . . . . . . . . . . . . . . . . . . . . . . . . . . . . . . . . . . . . . . . . . . . . . . . . . . . . . . . . . . . . . . . . . . . . . . . . . . . . . . . . . . . . . . . . . . . . . . . . . . . . . . . . . . . . . . . . . . . . . . . . . . . . . . . . . . . . . . . . . . . . . . . . . . . . . (369, 712, 2254, 725)
toc-entry-row (91, 148, 1266, 166)
dot-leader: . . . . . . . . . . . . . . . . . . . . . . . . . . . . . . . . . . . . . . . . . . . . . . . . . . . . . . . . . . . . . . . . . . . . . . . . . . . . . . . . . . . . . . . . . . . . . . . . . . . . . . . . . . . . . . . . . . . . . . . . . . . . . . . . . . . . . . . . . . . . . . . . . . . . . . . . . . . . . . . . . . . . . . . . . . . . . . . . . . . . . . . . . . . . . . . . . . . . . . . . (242, 785, 1185, 795)
page-number: 519 (1250, 560, 1271, 576)
toc-entry-row (91, 649, 1130, 667)
entry-title: Средства удовлетворения потребностей (132, 291, 358, 307)
dot-leader: . . . . . . . . . . . . . . . . . . . . . . . . . . . . . . . . . . . . . . . . . . . . . . . . . . . . . . . . . . . . . . . . . . . . . . . . . . . . . . . . . . . . . . . . . . . . . . . . . . . . . . . . . . . . . . . . . . . . . . . . . . . . . . . . . . . . . . . . . . . . . . . . . . . . . . . . . . . . . . . . . . . . . . . . . . . . . . . . . . . . . . . . . . . . . . . . . . . . . . . . (317, 618, 1260, 627)
dot-leader: . . . . . . . . . . . . . . . . . . . . . . . . . . . . . . . . . . . . . . . . . . . . . . . . . . . . . . . . . . . . . . . . . . . . . . . . . . . . . . . . . . . . . . . . . . . . . . . . . . . . . . . . . . . . . . . . . . . . . . . . . . . . . . . . . . . . . . . . . . . . . . . . . . . . . . . . . . . . . . . . . . . . . . . . . . . . . . . . . . . . . . . . . . . . . . . . . . . . . . . . (342, 278, 1285, 288)
entry-title: Цели вознаграждения с точки зрения работников (132, 851, 411, 867)
toc-entry-row (91, 291, 1325, 309)
entry-title: Стратегия вознаграждения (132, 886, 285, 902)
entry-title: Ранжирование с применением баллов по различным факторам (132, 1083, 487, 1099)
dot-leader: . . . . . . . . . . . . . . . . . . . . . . . . . . . . . . . . . . . . . . . . . . . . . . . . . . . . . . . . . . . . . . . . . . . . . . . . . . . . . . . . . . . . . . . . . . . . . . . . . . . . . . . . . . . . . . . . . . . . . . . . . . . . . . . . . . . . . . . . . . . . . . . . . . . . . . . . . . . . . . . . . . . . . . . . . . . . . . . . . . . . . . . . . . . . . . . . . . . . . . . . (481, 1158, 1424, 1167)
toc-entry-row (91, 995, 1174, 1013)
entry-title: Цели (132, 381, 162, 397)
toc-entry-row (91, 631, 1326, 649)
toc-entry-row (91, 1154, 1447, 1172)
dot-leader: . . . . . . . . . . . . . . . . . . . . . . . . . . . . . . . . . . . . . . . . . . . . . . . . . . . . . . . . . . . . . . . . . . . . . . . . . . . . . . . . . . . . . . . . . . . . . . . . . . . . . . . . . . . . . . . . . . . . . . . . . . . . . . . . . . . . . . . . . . . . . . . . . . . . . . . . . . . . . . . . . . . . . . . . . . . . . . . . . . . . . . . . . . . . . . . . . . . . . . . . (165, 653, 1108, 662)
page-number: 533 (1311, 763, 1332, 778)
page-number: 551 (1232, 1030, 1253, 1045)
